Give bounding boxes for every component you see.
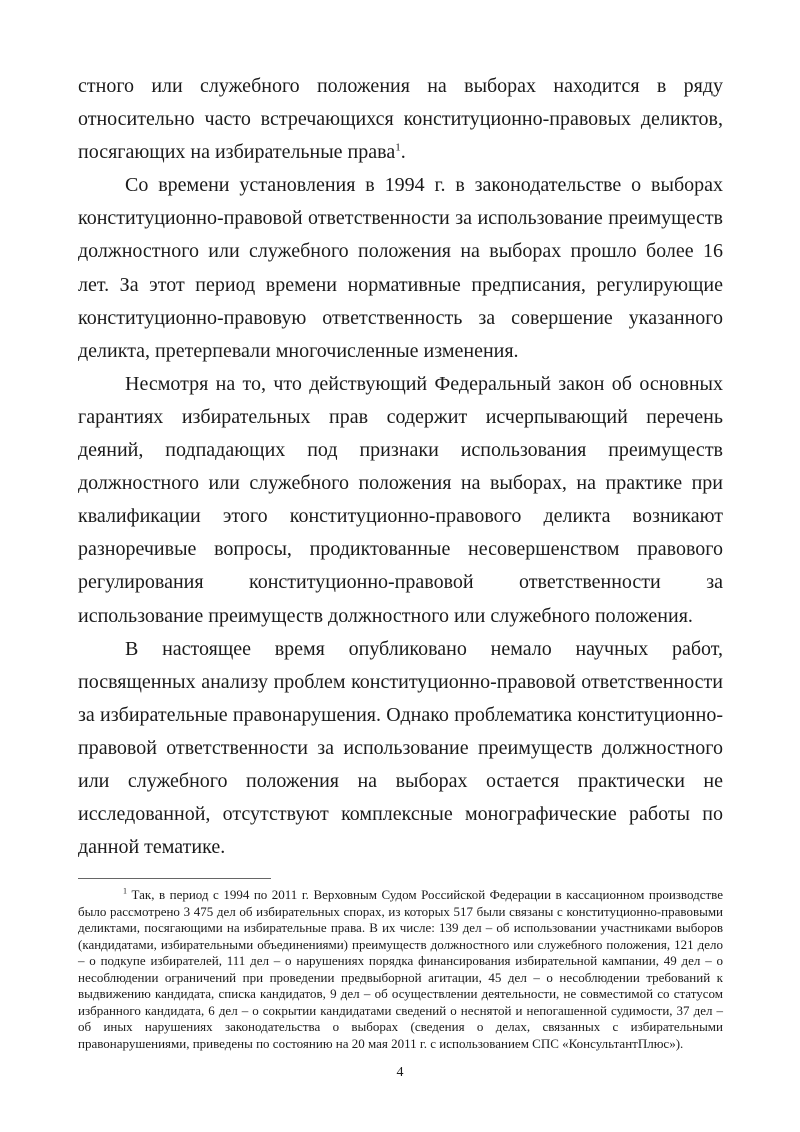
- footnote-mark: 1: [123, 886, 127, 896]
- page-number: 4: [396, 1065, 404, 1080]
- paragraph-4: В настоящее время опубликовано немало научных работ, посвященных анализу проблем конституционно-правовой ответственности за избирательные правонарушения. Однако проблематика конституционно-правовой ответственности за использование преимуществ должностного или служебного положения на выборах остается практически не исследованной, отсутствуют комплексные монографические работы по данной тематике.: [78, 637, 723, 859]
- document-body: [78, 70, 723, 864]
- paragraph-2: Со времени установления в 1994 г. в законодательстве о выборах конституционно-правовой ответственности за использование преимуществ должностного или служебного положения на выборах прошло более 16 лет. За этот период времени нормативные предписания, регулирующие конституционно-правовую ответственность за совершение указанного деликта, претерпевали многочисленные изменения.: [78, 174, 723, 362]
- paragraph-3: Несмотря на то, что действующий Федеральный закон об основных гарантиях избирательных прав содержит исчерпывающий перечень деяний, подпадающих под признаки использования преимуществ должностного или служебного положения на выборах, на практике при квалификации этого конституционно-правового деликта возникают разноречивые вопросы, продиктованные несовершенством правового регулирования конституционно-правовой ответственности за использование преимуществ должностного или служебного положения.: [78, 372, 723, 627]
- footnote-1-text: Так, в период с 1994 по 2011 г. Верховным Судом Российской Федерации в кассационном производстве было рассмотрено 3 475 дел об избирательных спорах, из которых 517 были связаны с конституционно-правовыми деликтами, посягающими на избирательные права. В их числе: 139 дел – об использовании участниками выборов (кандидатами, избирательными объединениями) преимуществ должностного или служебного положения, 121 дело – о подкупе избирателей, 111 дел – о нарушениях порядка финансирования избирательной кампании, 49 дел – о несоблюдении ограничений при проведении предвыборной агитации, 45 дел – о несоблюдении требований к выдвижению кандидата, списка кандидатов, 9 дел – об осуществлении деятельности, не совместимой со статусом избранного кандидата, 6 дел – о сокрытии кандидатами сведений о неснятой и непогашенной судимости, 37 дел – об иных нарушениях законодательства о выборах (сведения о делах, связанных с избирательными правонарушениями, приведены по состоянию на 20 мая 2011 г. с использованием СПС «КонсультантПлюс»).: [78, 887, 723, 1051]
- footnote-reference[interactable]: 1: [395, 141, 401, 154]
- footnote-separator: [78, 878, 271, 879]
- paragraph-1: [78, 70, 723, 169]
- paragraph-1-end: .: [400, 141, 406, 164]
- paragraph-1-text: стного или служебного положения на выборах находится в ряду относительно часто встречающихся конституционно-правовых деликтов, посягающих на избирательные права: [78, 75, 723, 164]
- footnote-1: [78, 887, 723, 1052]
- footnotes-section: [78, 878, 723, 1052]
